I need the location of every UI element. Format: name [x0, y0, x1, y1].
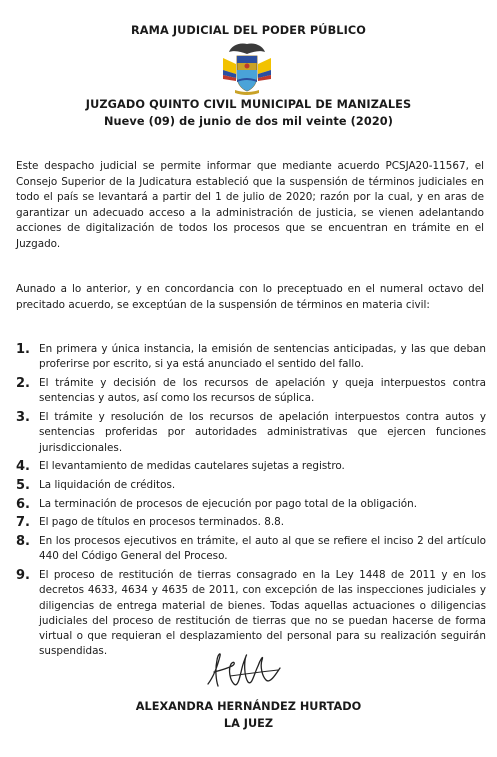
list-item: [16, 459, 486, 474]
list-item-text: El proceso de restitución de tierras consagrado en la Ley 1448 de 2011 y en los decretos 4633, 4634 y 4635 de 2011, con excepción de las inspecciones judiciales y diligencias de entrega material de bienes. Todas aquellas actuaciones o diligencias judiciales del proceso de restitución de tierras que no se puedan hacerse de forma virtual o que requieran el desplazamiento del personal para su realización seguirán suspendidas.: [39, 568, 486, 658]
list-item: [16, 376, 486, 407]
judge-title: LA JUEZ: [223, 717, 274, 730]
judge-name: ALEXANDRA HERNÁNDEZ HURTADO: [135, 700, 362, 713]
list-item: [16, 497, 486, 512]
list-item: [16, 410, 486, 456]
exceptions-list: [16, 342, 486, 662]
list-item-number: 9.: [16, 567, 30, 583]
list-item-text: El trámite y decisión de los recursos de apelación y queja interpuestos contra sentencias y autos, así como los recursos de súplica.: [39, 376, 486, 405]
list-item-text: El pago de títulos en procesos terminados. 8.8.: [39, 516, 285, 529]
handwritten-signature-icon: [200, 646, 300, 694]
list-item-number: 6.: [16, 496, 30, 512]
list-item-text: La liquidación de créditos.: [39, 478, 176, 491]
list-item-text: La terminación de procesos de ejecución por pago total de la obligación.: [39, 497, 417, 510]
colombia-coat-of-arms-icon: [219, 40, 275, 96]
list-item-number: 7.: [16, 515, 30, 531]
institution-heading: RAMA JUDICIAL DEL PODER PÚBLICO: [131, 24, 366, 37]
date-heading: Nueve (09) de junio de dos mil veinte (2020): [103, 115, 394, 128]
court-heading: JUZGADO QUINTO CIVIL MUNICIPAL DE MANIZALES: [85, 98, 412, 111]
list-item-text: En los procesos ejecutivos en trámite, el auto al que se refiere el inciso 2 del artículo 440 del Código General del Proceso.: [39, 535, 486, 563]
list-item-text: El levantamiento de medidas cautelares sujetas a registro.: [39, 460, 345, 473]
list-item-number: 8.: [16, 534, 30, 549]
list-item-number: 2.: [16, 375, 30, 391]
exceptions-intro-paragraph: Aunado a lo anterior, y en concordancia con lo preceptuado en el numeral octavo del precitado acuerdo, se exceptúan de la suspensión de términos en materia civil:: [16, 283, 484, 311]
list-item-number: 1.: [16, 342, 30, 357]
list-item-text: En primera y única instancia, la emisión de sentencias anticipadas, y las que deban proferirse por escrito, si ya está anunciado el sentido del fallo.: [39, 343, 486, 371]
list-item-number: 5.: [16, 477, 30, 493]
list-item-number: 4.: [16, 459, 30, 475]
list-item: [16, 342, 486, 373]
list-item: [16, 534, 486, 565]
list-item: [16, 478, 486, 493]
intro-paragraph: Este despacho judicial se permite informar que mediante acuerdo PCSJA20-11567, el Consejo Superior de la Judicatura estableció que la suspensión de términos judiciales en todo el país se levantará a partir del 1 de julio de 2020; razón por la cual, y en aras de garantizar un adecuado acceso a la administración de justicia, se vienen adelantando acciones de digitalización de todos los procesos que se encuentran en trámite en el Juzgado.: [16, 160, 484, 250]
list-item-number: 3.: [16, 409, 30, 425]
list-item: [16, 515, 486, 530]
list-item-text: El trámite y resolución de los recursos de apelación interpuestos contra autos y sentencias proferidas por autoridades administrativas que ejercen funciones jurisdiccionales.: [39, 410, 486, 454]
